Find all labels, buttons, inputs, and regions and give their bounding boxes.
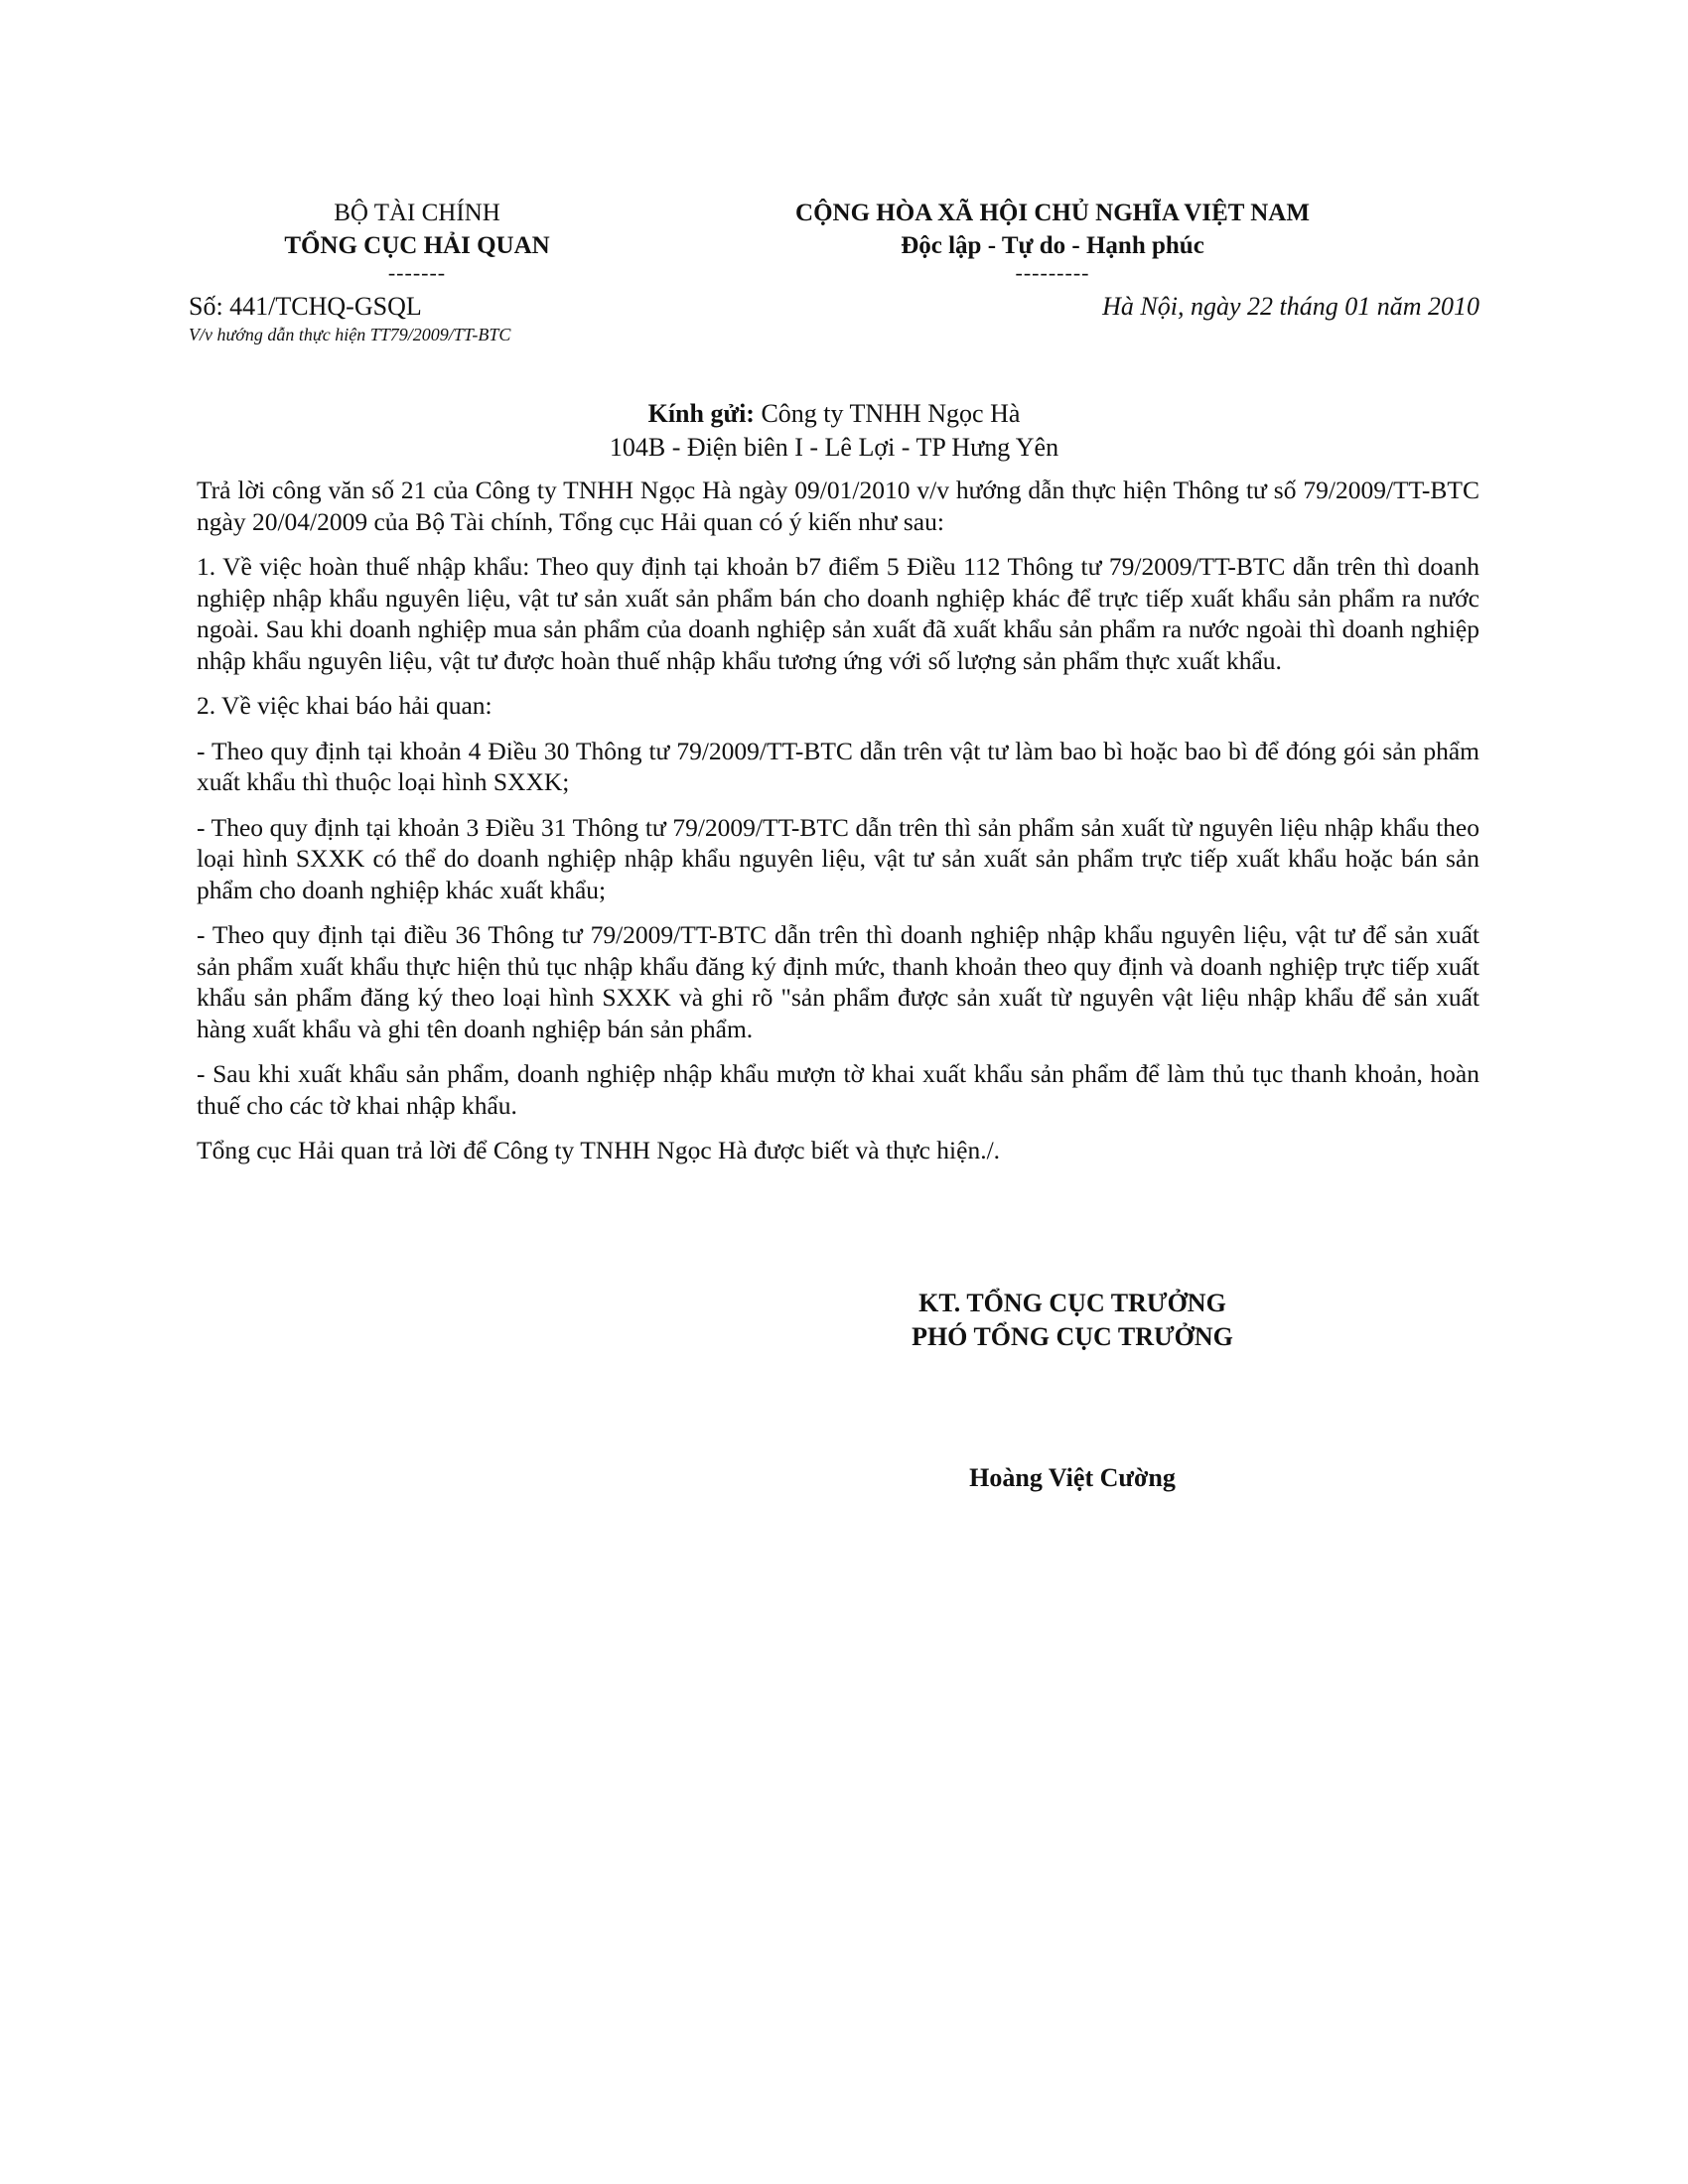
ministry-name: BỘ TÀI CHÍNH	[334, 200, 500, 226]
recipient-line	[189, 397, 1479, 431]
national-motto: Độc lập - Tự do - Hạnh phúc	[901, 232, 1204, 259]
paragraph-liquidation: - Sau khi xuất khẩu sản phẩm, doanh nghiệp nhập khẩu mượn tờ khai xuất khẩu sản phẩm để làm thủ tục thanh khoản, hoàn thuế cho các tờ khai nhập khẩu.	[197, 1059, 1479, 1120]
department-name: TỔNG CỤC HẢI QUAN	[284, 232, 550, 259]
document-date: Hà Nội, ngày 22 tháng 01 năm 2010	[1102, 292, 1479, 321]
national-title-block	[745, 197, 1360, 284]
motto-separator: ---------	[1015, 260, 1090, 285]
paragraph-packaging: - Theo quy định tại khoản 4 Điều 30 Thông tư 79/2009/TT-BTC dẫn trên vật tư làm bao bì hoặc bao bì để đóng gói sản phẩm xuất khẩu thì thuộc loại hình SXXK;	[197, 736, 1479, 796]
paragraph-customs-heading: 2. Về việc khai báo hải quan:	[197, 691, 492, 720]
recipient-address: 104B - Điện biên I - Lê Lợi - TP Hưng Yên	[609, 433, 1059, 462]
letter-body	[197, 475, 1479, 1180]
signer-title-line2: PHÓ TỔNG CỤC TRƯỞNG	[912, 1322, 1233, 1351]
issuer-block	[189, 197, 645, 284]
recipient-name: Công ty TNHH Ngọc Hà	[754, 399, 1021, 428]
signer-name: Hoàng Việt Cường	[969, 1463, 1176, 1492]
issuer-separator: -------	[387, 260, 447, 285]
document-header	[189, 197, 1479, 355]
paragraph-registration: - Theo quy định tại điều 36 Thông tư 79/2009/TT-BTC dẫn trên thì doanh nghiệp nhập khẩu nguyên liệu, vật tư để sản xuất sản phẩm xuất khẩu thực hiện thủ tục nhập khẩu đăng ký định mức, thanh khoản theo quy định và doanh nghiệp trực tiếp xuất khẩu sản phẩm đăng ký theo loại hình SXXK và ghi rõ "sản phẩm được sản xuất từ nguyên vật liệu nhập khẩu để sản xuất hàng xuất khẩu và ghi tên doanh nghiệp bán sản phẩm.	[197, 920, 1479, 1043]
paragraph-closing: Tổng cục Hải quan trả lời để Công ty TNHH Ngọc Hà được biết và thực hiện./.	[197, 1136, 1001, 1164]
signer-title-line1: KT. TỔNG CỤC TRƯỞNG	[918, 1289, 1226, 1317]
recipient-label: Kính gửi:	[647, 399, 755, 428]
signature-block	[794, 1287, 1350, 1495]
recipient-block	[189, 397, 1479, 465]
paragraph-intro: Trả lời công văn số 21 của Công ty TNHH Ngọc Hà ngày 09/01/2010 v/v hướng dẫn thực hiện Thông tư số 79/2009/TT-BTC ngày 20/04/2009 của Bộ Tài chính, Tổng cục Hải quan có ý kiến như sau:	[197, 476, 1479, 536]
paragraph-tax-refund: 1. Về việc hoàn thuế nhập khẩu: Theo quy định tại khoản b7 điểm 5 Điều 112 Thông tư 79/2009/TT-BTC dẫn trên thì doanh nghiệp nhập khẩu nguyên liệu, vật tư sản xuất sản phẩm bán cho doanh nghiệp khác để trực tiếp xuất khẩu sản phẩm ra nước ngoài. Sau khi doanh nghiệp mua sản phẩm của doanh nghiệp sản xuất đã xuất khẩu sản phẩm ra nước ngoài thì doanh nghiệp nhập khẩu nguyên liệu, vật tư được hoàn thuế nhập khẩu tương ứng với số lượng sản phẩm thực xuất khẩu.	[197, 552, 1479, 675]
country-name: CỘNG HÒA XÃ HỘI CHỦ NGHĨA VIỆT NAM	[795, 200, 1310, 226]
document-number: Số: 441/TCHQ-GSQL	[189, 292, 422, 321]
document-subject: V/v hướng dẫn thực hiện TT79/2009/TT-BTC	[189, 325, 511, 344]
paragraph-production: - Theo quy định tại khoản 3 Điều 31 Thông tư 79/2009/TT-BTC dẫn trên thì sản phẩm sản xuất từ nguyên liệu nhập khẩu theo loại hình SXXK có thể do doanh nghiệp nhập khẩu nguyên liệu, vật tư sản xuất sản phẩm trực tiếp xuất khẩu hoặc bán sản phẩm cho doanh nghiệp khác xuất khẩu;	[197, 812, 1479, 904]
